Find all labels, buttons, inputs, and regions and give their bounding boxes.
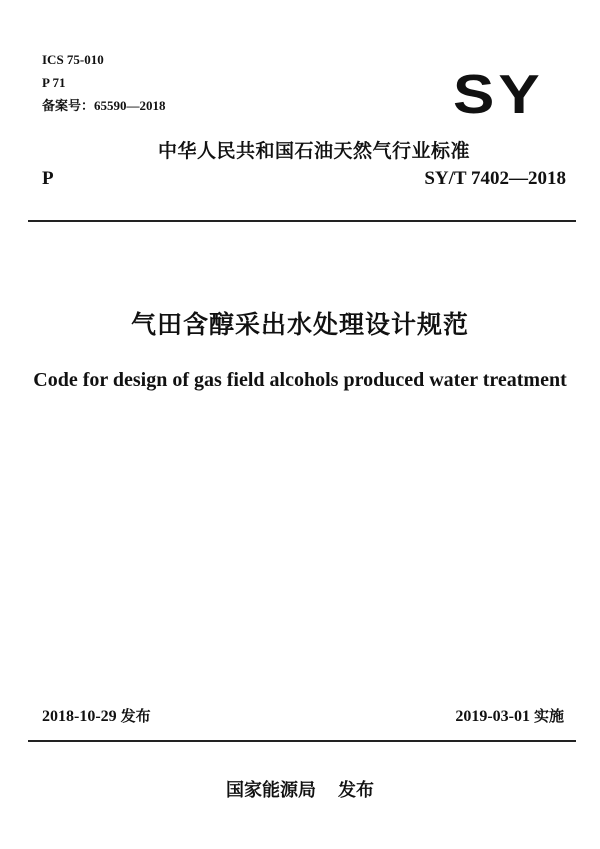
title-english: Code for design of gas field alcohols produced water treatment [33,369,567,391]
effective-label: 实施 [533,707,564,725]
ministry-title: 中华人民共和国石油天然气行业标准 [158,140,471,162]
effective-date: 2019-03-01 [455,708,530,725]
issuer-line [0,776,600,802]
sy-logo: SY [453,64,544,126]
top-rule [28,220,576,222]
standard-number: SY/T 7402—2018 [424,168,566,189]
bottom-rule [28,740,576,742]
ics-code: ICS 75-010 [42,52,104,67]
class-code: P [42,168,54,189]
effective-date-line [455,705,564,726]
title-chinese: 气田含醇采出水处理设计规范 [130,310,469,339]
filing-number: 备案号：65590—2018 [42,98,166,113]
ccs-code: P 71 [42,75,66,90]
issuer-name: 国家能源局 [226,780,316,801]
issue-label: 发布 [120,707,151,725]
issuer-action: 发布 [338,780,374,801]
issue-date: 2018-10-29 [42,708,117,725]
issue-date-line [42,705,151,726]
